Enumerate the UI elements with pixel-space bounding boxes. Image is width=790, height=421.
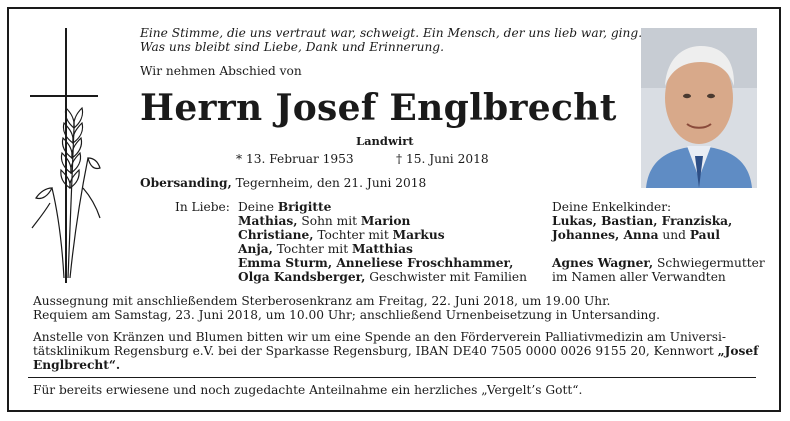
grandchildren-line-2: [552, 228, 720, 243]
grandchildren-line-1: Lukas, Bastian, Franziska,: [552, 214, 733, 228]
deceased-name: Herrn Josef Englbrecht: [140, 87, 617, 129]
place-date-rest: Tegernheim, den 21. Juni 2018: [231, 176, 427, 190]
mourner-line-1: [238, 200, 331, 215]
mourner-name: Anja,: [238, 242, 273, 256]
service-line-2: Requiem am Samstag, 23. Juni 2018, um 10.00 Uhr; anschließend Urnenbeisetzung in Untersanding.: [33, 308, 661, 322]
mourner-relation: Tochter mit: [272, 242, 352, 256]
donation-line-3: Englbrecht“.: [33, 358, 121, 372]
place-name: Obersanding,: [140, 176, 232, 190]
mother-in-law-name: Agnes Wagner,: [552, 256, 654, 270]
mourner-name: Emma Sturm, Anneliese Froschhammer,: [238, 256, 514, 270]
donation-line-1: Anstelle von Kränzen und Blumen bitten wir um eine Spende an den Förderverein Palliativmedizin am Universi-: [33, 330, 726, 344]
grandchildren-conj: und: [658, 228, 690, 242]
poem-line-1: Eine Stimme, die uns vertraut war, schweigt. Ein Mensch, der uns lieb war, ging.: [140, 26, 643, 40]
mourner-relation: Tochter mit: [313, 228, 393, 242]
mourners-label: In Liebe:: [175, 200, 230, 214]
donation-keyword: „Josef: [717, 344, 759, 358]
mother-in-law-line: [552, 256, 765, 271]
intro-text: Wir nehmen Abschied von: [140, 64, 302, 78]
mourner-name: Mathias,: [238, 214, 298, 228]
service-line-1: Aussegnung mit anschließendem Sterberosenkranz am Freitag, 22. Juni 2018, um 19.00 Uhr.: [33, 294, 611, 308]
mourner-relation: Sohn mit: [297, 214, 361, 228]
occupation: Landwirt: [356, 134, 414, 148]
mother-in-law-relation: Schwiegermutter: [653, 256, 765, 270]
mourner-line-2: [238, 214, 410, 229]
mourner-line-6: [238, 270, 527, 285]
poem-line-2: Was uns bleibt sind Liebe, Dank und Erinnerung.: [140, 40, 444, 54]
mourner-line-3: [238, 228, 445, 243]
donation-line-2: [33, 344, 758, 359]
mourner-line-5: [238, 256, 513, 271]
grandchildren-names: Johannes, Anna: [552, 228, 659, 242]
mourner-prefix: Deine: [238, 200, 278, 214]
mourner-line-4: [238, 242, 413, 257]
relatives-line: im Namen aller Verwandten: [552, 270, 726, 284]
grandchildren-label: Deine Enkelkinder:: [552, 200, 672, 214]
place-date: [140, 176, 426, 191]
mourner-partner: Marion: [360, 214, 411, 228]
mourner-relation: Geschwister mit Familien: [365, 270, 527, 284]
mourner-partner: Matthias: [351, 242, 413, 256]
grandchildren-last: Paul: [689, 228, 721, 242]
portrait-photo: [641, 28, 757, 188]
donation-text: tätsklinikum Regensburg e.V. bei der Sparkasse Regensburg, IBAN DE40 7505 0000 0026 9155 20, Kennwort: [33, 344, 718, 358]
mourner-partner: Markus: [392, 228, 445, 242]
mourner-name: Brigitte: [277, 200, 332, 214]
cross-with-wheat-icon: [28, 28, 108, 287]
birth-date: * 13. Februar 1953: [236, 152, 354, 166]
mourner-name: Olga Kandsberger,: [238, 270, 366, 284]
divider: [28, 377, 756, 378]
mourner-name: Christiane,: [238, 228, 314, 242]
death-date: † 15. Juni 2018: [396, 152, 489, 166]
thanks-line: Für bereits erwiesene und noch zugedachte Anteilnahme ein herzliches „Vergelt’s Gott“.: [33, 383, 583, 397]
